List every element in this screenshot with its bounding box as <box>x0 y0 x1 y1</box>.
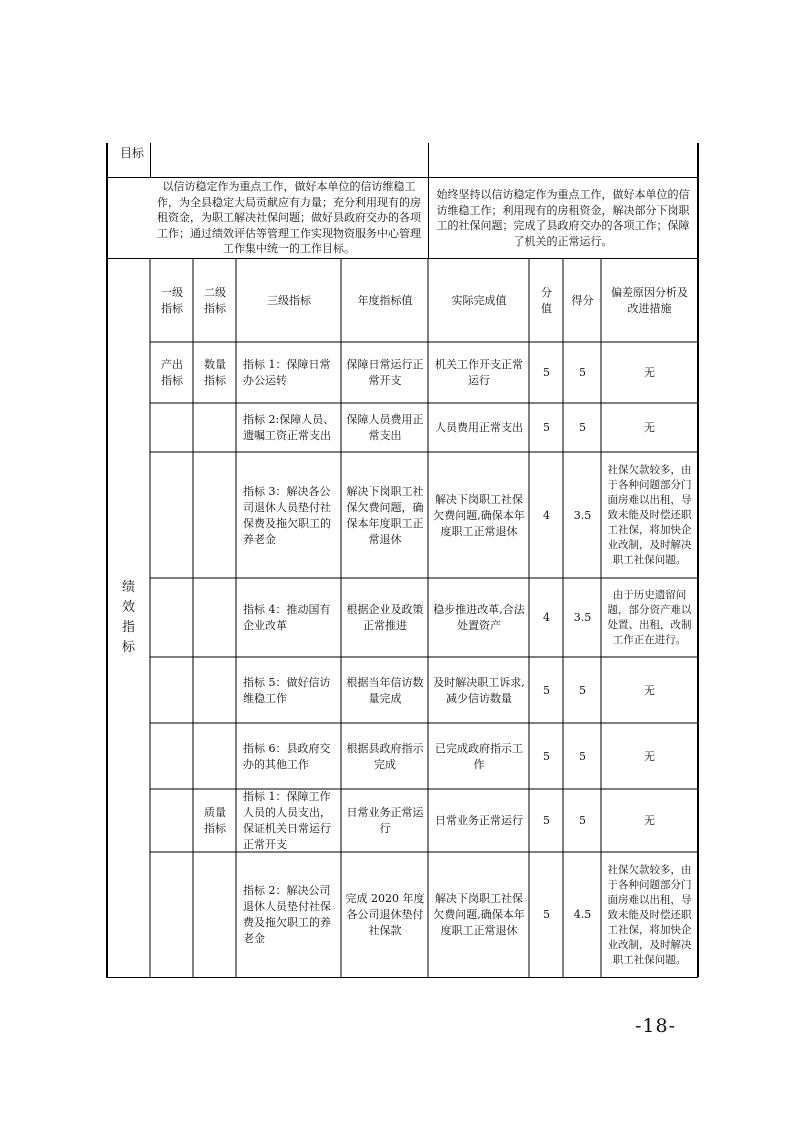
table-row-7-got: 5 <box>579 814 586 827</box>
table-row-7-actual: 日常业务正常运行 <box>435 814 523 827</box>
table-row-7-annual: 日常业务正常运行 <box>346 806 424 835</box>
table-row-4-score: 4 <box>543 611 550 624</box>
table-row-2-score: 5 <box>543 421 550 434</box>
header-reason: 偏差原因分析及改进措施 <box>611 285 688 315</box>
table-row-8-l3: 指标 2：解决公司退休人员垫付社保费及拖欠职工的养老金 <box>243 884 331 945</box>
actual-text: 始终坚持以信访稳定作为重点工作，做好本单位的信访维稳工作；利用现有的房租资金，解决部分下岗职工的社保问题；完成了县政府交办的各项工作；保障了机关的正常运行。 <box>436 188 690 248</box>
table-row-1-reason: 无 <box>644 366 655 379</box>
table-row-5-l3: 指标 5：做好信访维稳工作 <box>243 675 331 705</box>
table-row-2-actual: 人员费用正常支出 <box>435 421 523 434</box>
table-row-4-l3: 指标 4：推动国有企业改革 <box>243 603 331 632</box>
table-row-2-reason: 无 <box>644 421 655 434</box>
table-row-4-got: 3.5 <box>573 611 592 624</box>
table-row-2-got: 5 <box>579 421 586 434</box>
table-row-5-got: 5 <box>579 683 586 697</box>
table-row-8-score: 5 <box>543 908 550 921</box>
table-row-8-reason: 社保欠款较多，由于各种问题部分门面房难以出租，导致未能及时偿还职工社保，将加快企业改制，及时解决职工社保问题。 <box>607 863 692 966</box>
side-label <box>107 258 150 977</box>
table-row-1-l2: 数量指标 <box>204 358 226 387</box>
table-row-7-l2: 质量指标 <box>204 806 226 835</box>
table-row-7-score: 5 <box>543 814 550 827</box>
table-row-5-actual: 及时解决职工诉求,减少信访数量 <box>433 675 525 705</box>
target-label: 目标 <box>119 146 144 160</box>
table-row-6-got: 5 <box>579 749 586 763</box>
header-score: 分值 <box>541 285 552 315</box>
side-label-text: 绩效指标 <box>121 579 135 655</box>
table-row-1-got: 5 <box>579 366 586 379</box>
table-row-1-l1: 产出指标 <box>161 358 183 387</box>
table-row-1-annual: 保障日常运行正常开支 <box>346 358 424 387</box>
header-level2: 二级指标 <box>204 285 226 315</box>
page-number: -18- <box>635 1015 677 1037</box>
table-row-1-actual: 机关工作开支正常运行 <box>435 358 523 387</box>
table-row-2-annual: 保障人员费用正常支出 <box>346 413 424 442</box>
table-row-4-actual: 稳步推进改革,合法处置资产 <box>433 603 525 632</box>
table-row-3-actual: 解决下岗职工社保欠费问题,确保本年度职工正常退休 <box>433 492 525 538</box>
header-level1: 一级指标 <box>161 285 183 315</box>
table-row-3-l3: 指标 3：解决各公司退休人员垫付社保费及拖欠职工的养老金 <box>243 484 331 546</box>
table-row-3-score: 4 <box>543 508 550 522</box>
table-row-6-actual: 已完成政府指示工作 <box>435 741 523 771</box>
table-row-8-got: 4.5 <box>573 908 592 921</box>
table-row-5-annual: 根据当年信访数量完成 <box>346 675 424 705</box>
table-row-1-l3: 指标 1：保障日常办公运转 <box>243 358 331 387</box>
table-row-3-got: 3.5 <box>573 508 592 522</box>
table-row-5-reason: 无 <box>644 683 655 697</box>
header-got: 得分 <box>571 293 594 307</box>
table-row-8-annual: 完成 2020 年度各公司退休垫付社保款 <box>345 892 425 937</box>
table-row-7-reason: 无 <box>644 814 655 827</box>
table-row-1-score: 5 <box>543 366 550 379</box>
table-row-6-annual: 根据县政府指示完成 <box>346 741 424 771</box>
table-row-3-reason: 社保欠款较多，由于各种问题部分门面房难以出租，导致未能及时偿还职工社保，将加快企业改制，及时解决职工社保问题。 <box>607 464 692 566</box>
table-row-7-l3: 指标 1：保障工作人员的人员支出，保证机关日常运行正常开支 <box>243 790 331 851</box>
table-row-8-actual: 解决下岗职工社保欠费问题,确保本年度职工正常退休 <box>433 892 525 937</box>
table-row-4-annual: 根据企业及政策正常推进 <box>346 603 424 632</box>
table-row-6-l3: 指标 6：县政府交办的其他工作 <box>243 741 331 771</box>
target-text: 以信访稳定作为重点工作，做好本单位的信访维稳工作，为全县稳定大局贡献应有力量；充分利用现有的房租资金，为职工解决社保问题；做好县政府交办的各项工作；通过绩效评估等管理工作实现物资服务中心管理工作集中统一的工作目标。 <box>157 180 421 256</box>
header-annual: 年度指标值 <box>357 293 413 307</box>
table-row-5-score: 5 <box>543 683 550 697</box>
header-level3: 三级指标 <box>267 293 311 307</box>
table-row-2-l3: 指标 2:保障人员、遗嘱工资正常支出 <box>243 413 335 442</box>
table-row-4-reason: 由于历史遗留问题，部分资产难以处置、出租，改制工作正在进行。 <box>607 589 692 646</box>
table-row-6-score: 5 <box>543 749 550 763</box>
table-row-6-reason: 无 <box>644 749 655 763</box>
header-actual: 实际完成值 <box>451 293 507 307</box>
table-row-3-annual: 解决下岗职工社保欠费问题，确保本年度职工正常退休 <box>346 484 424 546</box>
